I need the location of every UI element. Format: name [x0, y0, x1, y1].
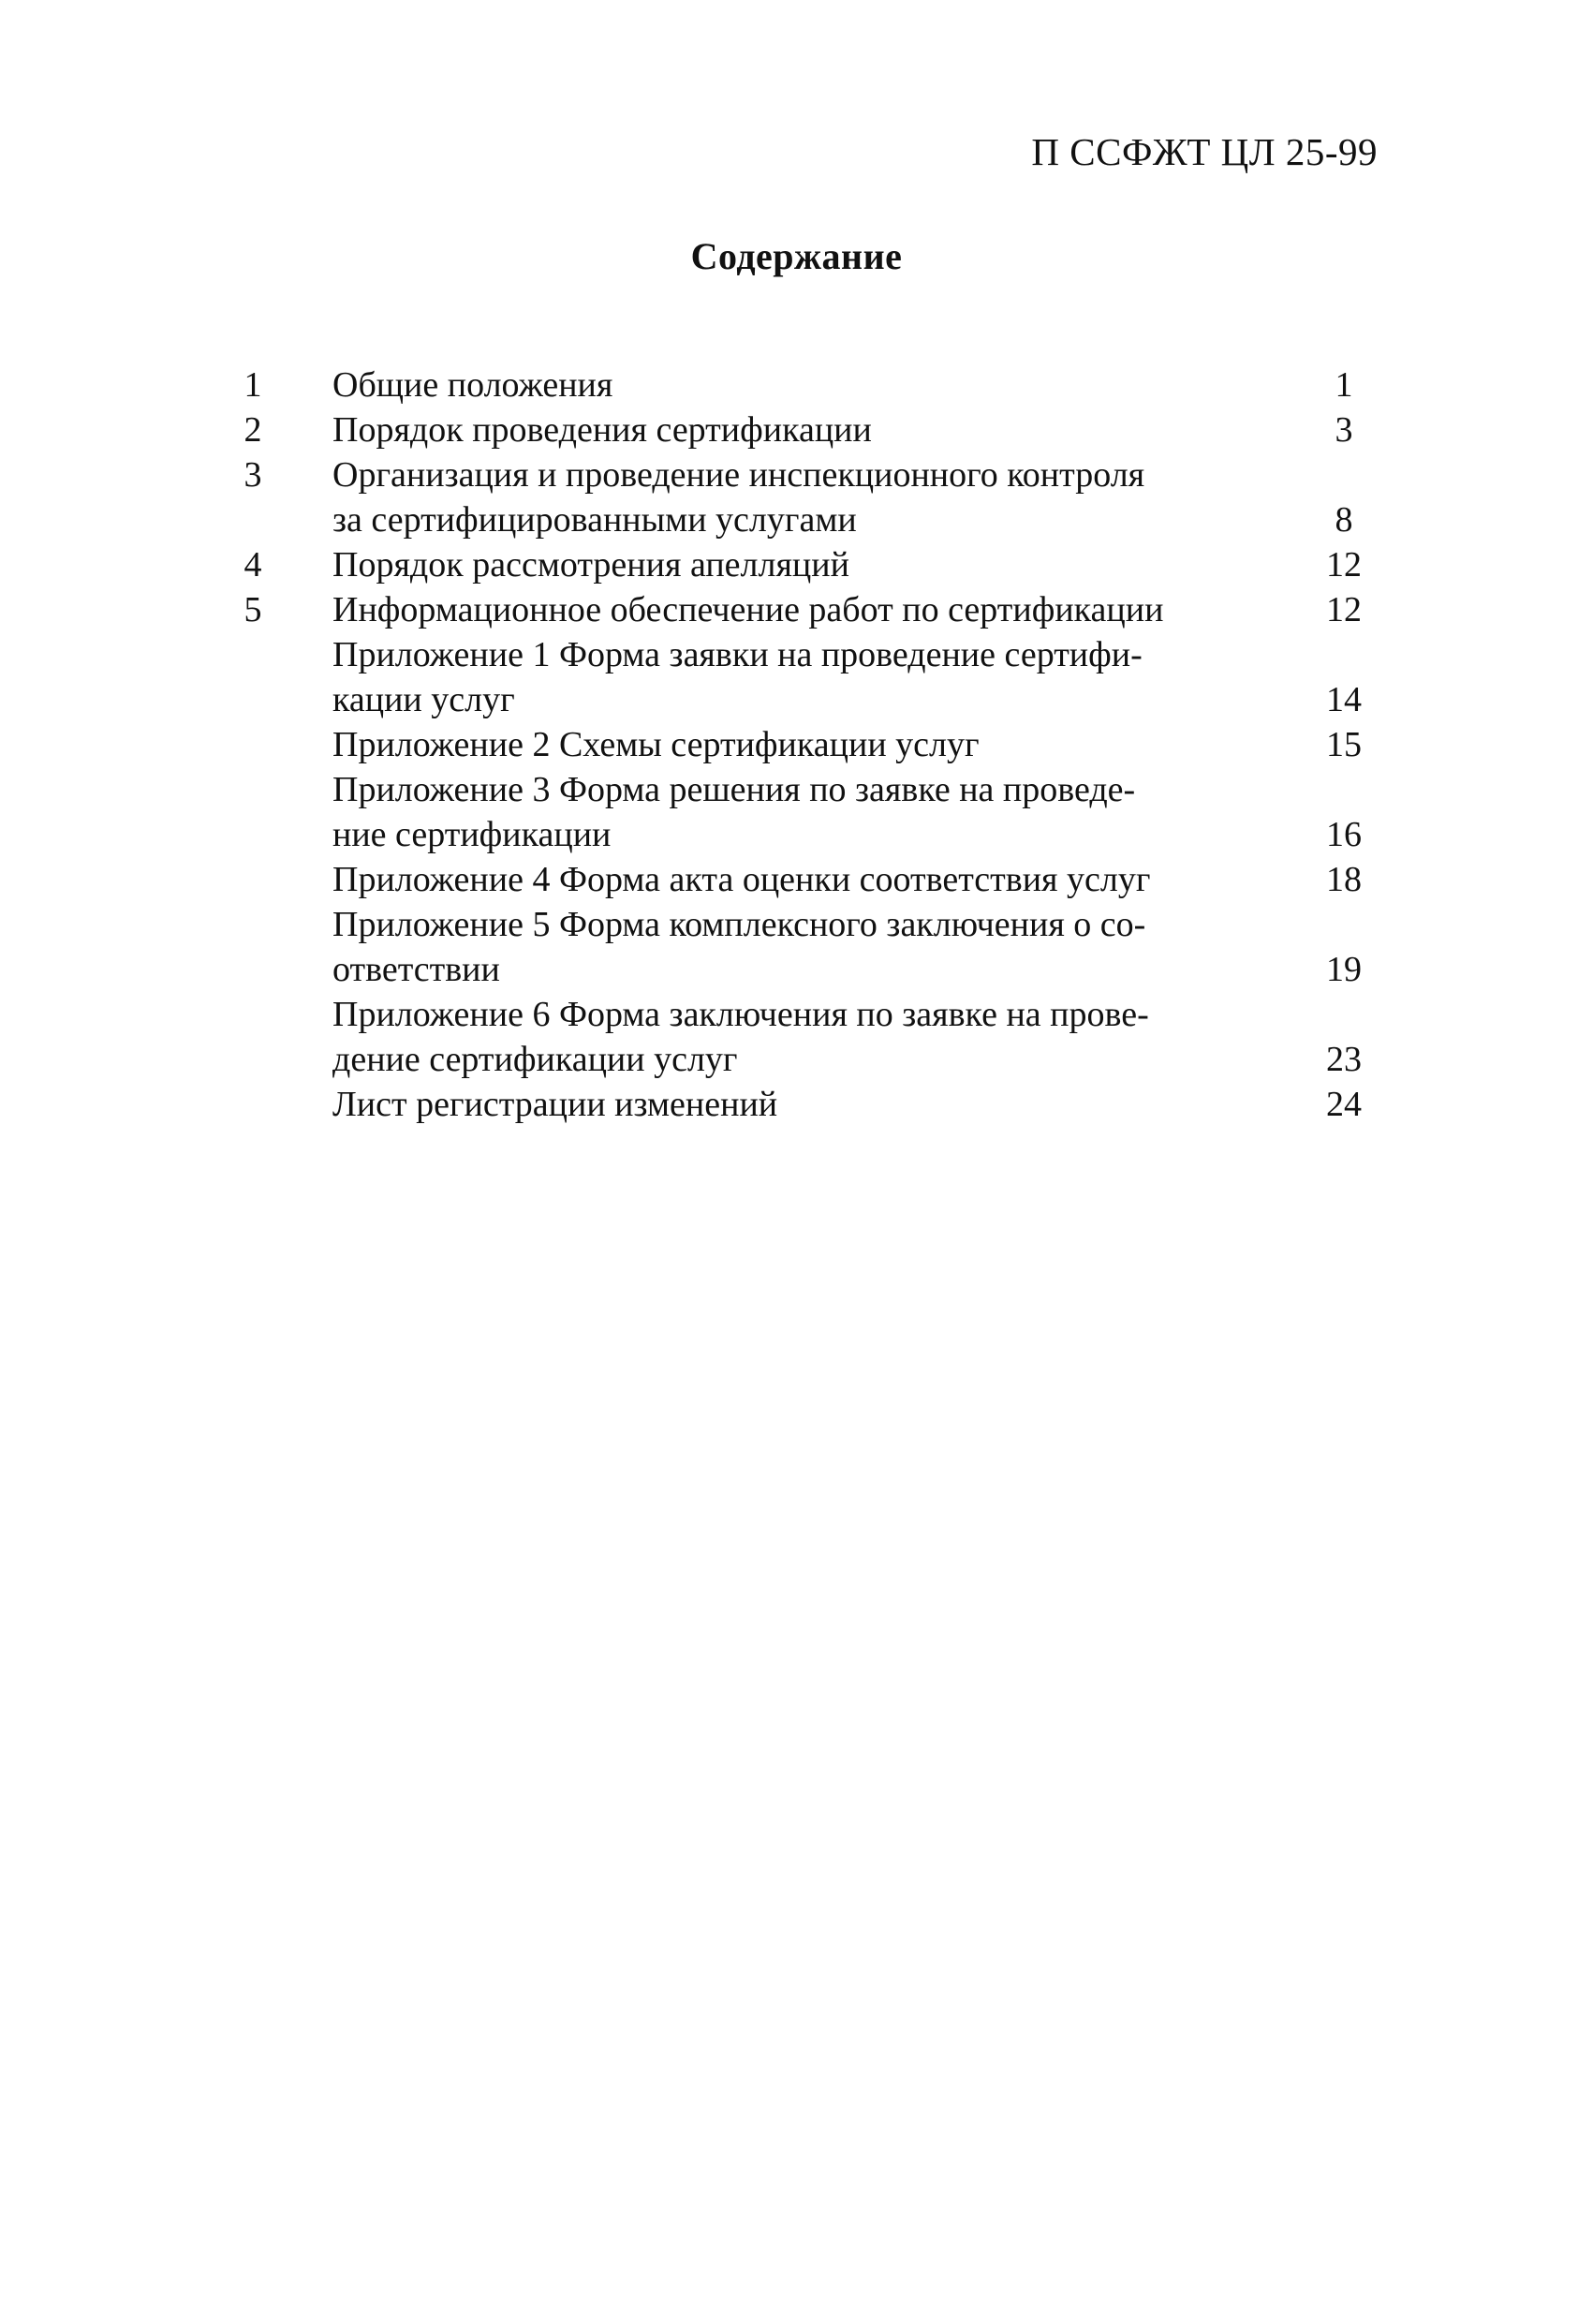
toc-line	[239, 632, 1381, 677]
toc-entry	[239, 587, 1381, 632]
toc-entry-page: 24	[1326, 1085, 1362, 1124]
toc-entry	[239, 767, 1381, 857]
toc-entry-title: Организация и проведение инспекционного контроля	[332, 455, 1145, 495]
toc-line	[239, 452, 1381, 497]
toc-line	[239, 947, 1381, 992]
toc-entry-title: Приложение 5 Форма комплексного заключения о со-	[332, 905, 1146, 944]
toc-entry-title: ответствии	[332, 950, 500, 989]
toc-line	[239, 992, 1381, 1037]
toc-entry-title: Приложение 4 Форма акта оценки соответствия услуг	[332, 860, 1151, 899]
toc-entry-title: кации услуг	[332, 680, 515, 719]
toc-entry-title: ние сертификации	[332, 815, 612, 854]
toc-line	[239, 542, 1381, 587]
toc-entry	[239, 992, 1381, 1082]
toc-line	[239, 677, 1381, 722]
toc-line	[239, 407, 1381, 452]
toc-entry-page: 3	[1335, 410, 1353, 450]
toc-entry-page: 15	[1326, 725, 1362, 764]
toc-entry-page: 14	[1326, 680, 1362, 719]
toc-entry	[239, 452, 1381, 542]
toc-entry-page: 23	[1326, 1040, 1362, 1079]
toc-line	[239, 857, 1381, 902]
toc-line	[239, 497, 1381, 542]
toc-entry-title: Порядок проведения сертификации	[332, 410, 872, 450]
toc-entry	[239, 632, 1381, 722]
toc-line	[239, 767, 1381, 812]
toc-entry-number: 3	[243, 455, 262, 495]
toc-entry	[239, 722, 1381, 767]
toc-title: Содержание	[690, 235, 903, 277]
toc-entry-title: Информационное обеспечение работ по сертификации	[332, 590, 1164, 629]
toc-line	[239, 722, 1381, 767]
toc-entry-page: 12	[1326, 545, 1362, 585]
toc-entry	[239, 407, 1381, 452]
toc-entry-title: Приложение 3 Форма решения по заявке на проведе-	[332, 770, 1136, 809]
toc-entry-title: дение сертификации услуг	[332, 1040, 738, 1079]
toc-entry	[239, 1082, 1381, 1127]
toc-entry-title: Лист регистрации изменений	[332, 1085, 778, 1124]
toc-entry-title: Приложение 1 Форма заявки на проведение сертифи-	[332, 635, 1143, 674]
toc-entry	[239, 902, 1381, 992]
document-code: П ССФЖТ ЦЛ 25-99	[1031, 130, 1378, 173]
toc-entry-title: Приложение 2 Схемы сертификации услуг	[332, 725, 980, 764]
toc-entry-page: 16	[1326, 815, 1362, 854]
toc-entry-title: Общие положения	[332, 365, 613, 405]
toc-line	[239, 812, 1381, 857]
toc-entry-page: 12	[1326, 590, 1362, 629]
toc-entry-number: 1	[243, 365, 262, 405]
toc-line	[239, 1037, 1381, 1082]
toc-entry	[239, 857, 1381, 902]
toc-entry-title: за сертифицированными услугами	[332, 500, 857, 540]
toc-entry-page: 8	[1335, 500, 1353, 540]
toc-line	[239, 363, 1381, 407]
toc-line	[239, 1082, 1381, 1127]
toc-line	[239, 587, 1381, 632]
toc-line	[239, 902, 1381, 947]
toc-entry-page: 1	[1335, 365, 1353, 405]
toc-entry	[239, 542, 1381, 587]
toc-entry-number: 5	[243, 590, 262, 629]
toc-entry-number: 4	[243, 545, 262, 585]
table-of-contents	[239, 363, 1381, 1127]
toc-entry-page: 19	[1326, 950, 1362, 989]
toc-entry-number: 2	[243, 410, 262, 450]
toc-entry-title: Приложение 6 Форма заключения по заявке на прове-	[332, 995, 1149, 1034]
toc-entry-page: 18	[1326, 860, 1362, 899]
toc-entry-title: Порядок рассмотрения апелляций	[332, 545, 849, 585]
toc-entry	[239, 363, 1381, 407]
